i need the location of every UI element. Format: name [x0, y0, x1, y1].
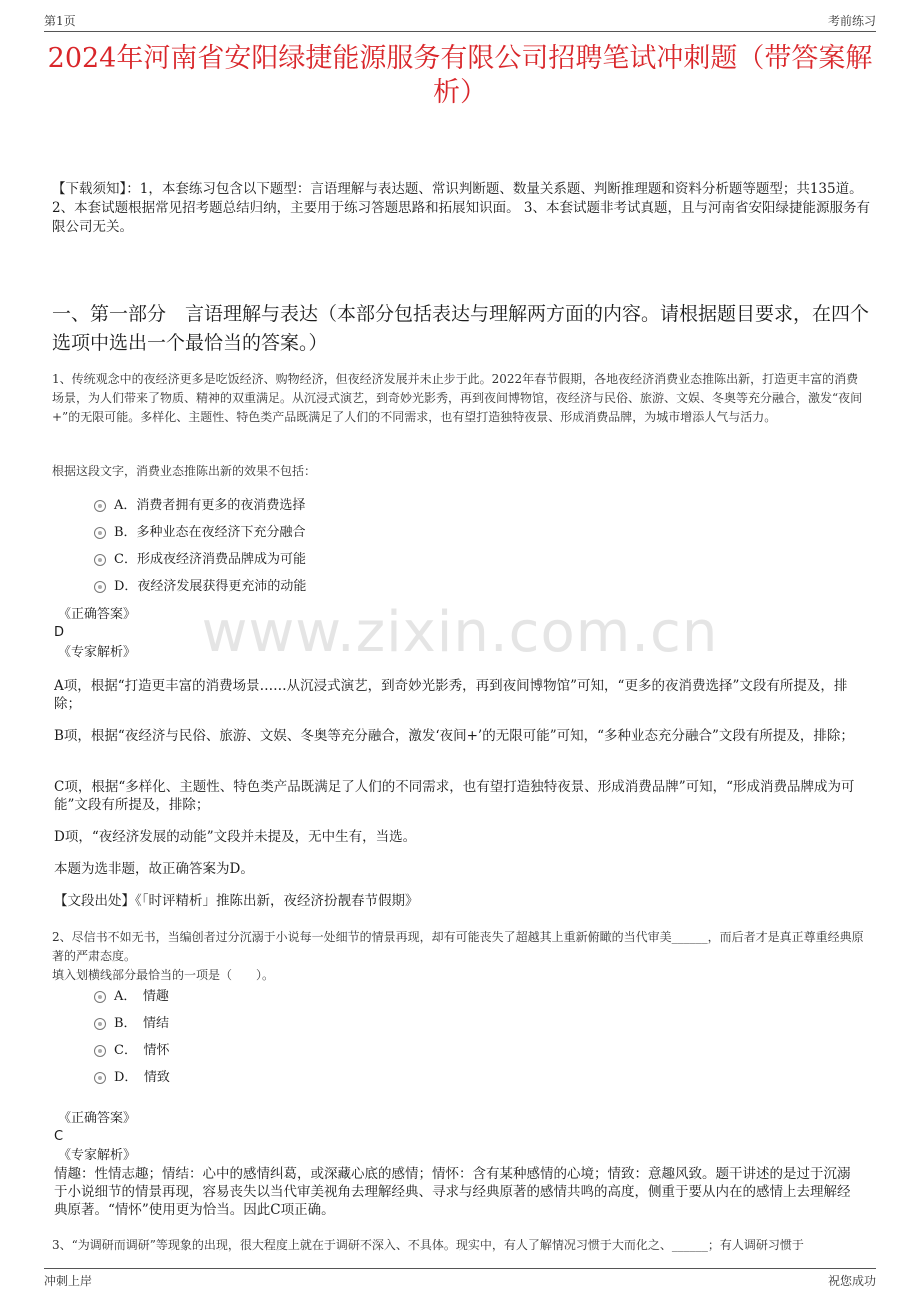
option-label: A． 情趣 — [114, 989, 169, 1004]
option-label: D． 情致 — [114, 1070, 170, 1085]
q1-analysis-label: 《专家解析》 — [58, 645, 137, 660]
page-title: 2024年河南省安阳绿捷能源服务有限公司招聘笔试冲刺题（带答案解析） — [47, 43, 873, 108]
q1-conclusion: 本题为选非题，故正确答案为D。 — [54, 861, 254, 877]
q1-answer: D — [54, 625, 65, 640]
radio-icon[interactable] — [94, 527, 106, 539]
q1-option-a[interactable] — [94, 497, 305, 515]
radio-icon[interactable] — [94, 991, 106, 1003]
option-label: B．多种业态在夜经济下充分融合 — [114, 525, 306, 540]
q1-option-c[interactable] — [94, 551, 306, 569]
q2-answer-label: 《正确答案》 — [58, 1111, 137, 1126]
q1-option-b[interactable] — [94, 524, 306, 542]
q2-analysis: 情趣：性情志趣；情结：心中的感情纠葛，或深藏心底的感情；情怀：含有某种感情的心境；情致：意趣风致。题干讲述的是过于沉溺于小说细节的情景再现，容易丧失以当代审美视角去理解经典、寻求与经典原著的感情共鸣的高度，侧重于要从内在的感情上去理解经典原著。“情怀”使用更为恰当。因此C项正确。 — [54, 1166, 851, 1218]
page-footer — [44, 1272, 876, 1290]
radio-icon[interactable] — [94, 554, 106, 566]
q2-option-a[interactable] — [94, 988, 169, 1006]
radio-icon[interactable] — [94, 581, 106, 593]
radio-icon[interactable] — [94, 500, 106, 512]
option-label: D．夜经济发展获得更充沛的动能 — [114, 579, 307, 594]
radio-icon[interactable] — [94, 1045, 106, 1057]
header-tag: 考前练习 — [827, 14, 876, 28]
option-label: B． 情结 — [114, 1016, 170, 1031]
q2-analysis-label: 《专家解析》 — [58, 1148, 137, 1163]
footer-right: 祝您成功 — [827, 1274, 876, 1288]
q1-prompt: 根据这段文字，消费业态推陈出新的效果不包括： — [52, 464, 317, 478]
q1-text: 1、传统观念中的夜经济更多是吃饭经济、购物经济，但夜经济发展并未止步于此。2022年春节假期，各地夜经济消费业态推陈出新，打造更丰富的消费场景，为人们带来了物质、精神的双重满足。从沉浸式演艺，到奇妙光影秀，再到夜间博物馆，夜经济与民俗、旅游、文娱、冬奥等充分融合，激发“夜间+”的无限可能。多样化、主题性、特色类产品既满足了人们的不同需求，也有望打造独特夜景、形成消费品牌，为城市增添人气与活力。 — [52, 372, 863, 424]
option-label: A．消费者拥有更多的夜消费选择 — [114, 498, 306, 513]
q1-analysis-c: C项，根据“多样化、主题性、特色类产品既满足了人们的不同需求，也有望打造独特夜景、形成消费品牌”可知，“形成消费品牌成为可能”文段有所提及，排除； — [54, 779, 855, 813]
q2-prompt: 填入划横线部分最恰当的一项是（ ）。 — [52, 968, 275, 982]
q3-text: 3、“为调研而调研”等现象的出现，很大程度上就在于调研不深入、不具体。现实中，有人了解情况习惯于大而化之、______；有人调研习惯于 — [52, 1238, 804, 1252]
page-header — [44, 12, 876, 30]
radio-icon[interactable] — [94, 1072, 106, 1084]
radio-icon[interactable] — [94, 1018, 106, 1030]
header-divider — [44, 31, 876, 32]
section-title: 一、第一部分 言语理解与表达（本部分包括表达与理解两方面的内容。请根据题目要求，在四个选项中选出一个最恰当的答案。） — [52, 303, 870, 354]
q2-option-d[interactable] — [94, 1069, 170, 1087]
q2-option-c[interactable] — [94, 1042, 169, 1060]
page-number: 第1页 — [44, 14, 76, 28]
q1-answer-label: 《正确答案》 — [58, 607, 137, 622]
option-label: C． 情怀 — [114, 1043, 170, 1058]
q1-analysis-a: A项，根据“打造更丰富的消费场景……从沉浸式演艺，到奇妙光影秀，再到夜间博物馆”可知，“更多的夜消费选择”文段有所提及，排除； — [54, 678, 848, 712]
q2-text: 2、尽信书不如无书，当编创者过分沉溺于小说每一处细节的情景再现，却有可能丧失了超越其上重新俯瞰的当代审美______，而后者才是真正尊重经典原著的严肃态度。 — [52, 930, 864, 963]
download-notice: 【下载须知】：1，本套练习包含以下题型：言语理解与表达题、常识判断题、数量关系题、判断推理题和资料分析题等题型；共135道。 2、本套试题根据常见招考题总结归纳，主要用于练习答题思路和拓展知识面。 3、本套试题非考试真题，且与河南省安阳绿捷能源服务有限公司无关。 — [52, 181, 870, 235]
q2-answer: C — [54, 1129, 64, 1144]
footer-divider — [44, 1268, 876, 1269]
q1-source: 【文段出处】《「时评精析」推陈出新，夜经济扮靓春节假期》 — [54, 893, 419, 909]
watermark: www.zixin.com.cn — [201, 600, 719, 665]
option-label: C．形成夜经济消费品牌成为可能 — [114, 552, 306, 567]
q2-option-b[interactable] — [94, 1015, 169, 1033]
q1-analysis-d: D项，“夜经济发展的动能”文段并未提及，无中生有，当选。 — [54, 829, 417, 845]
footer-left: 冲刺上岸 — [44, 1274, 93, 1288]
q1-analysis-b: B项，根据“夜经济与民俗、旅游、文娱、冬奥等充分融合，激发‘夜间+’的无限可能”可知，“多种业态充分融合”文段有所提及，排除； — [54, 728, 854, 744]
q1-option-d[interactable] — [94, 578, 306, 596]
